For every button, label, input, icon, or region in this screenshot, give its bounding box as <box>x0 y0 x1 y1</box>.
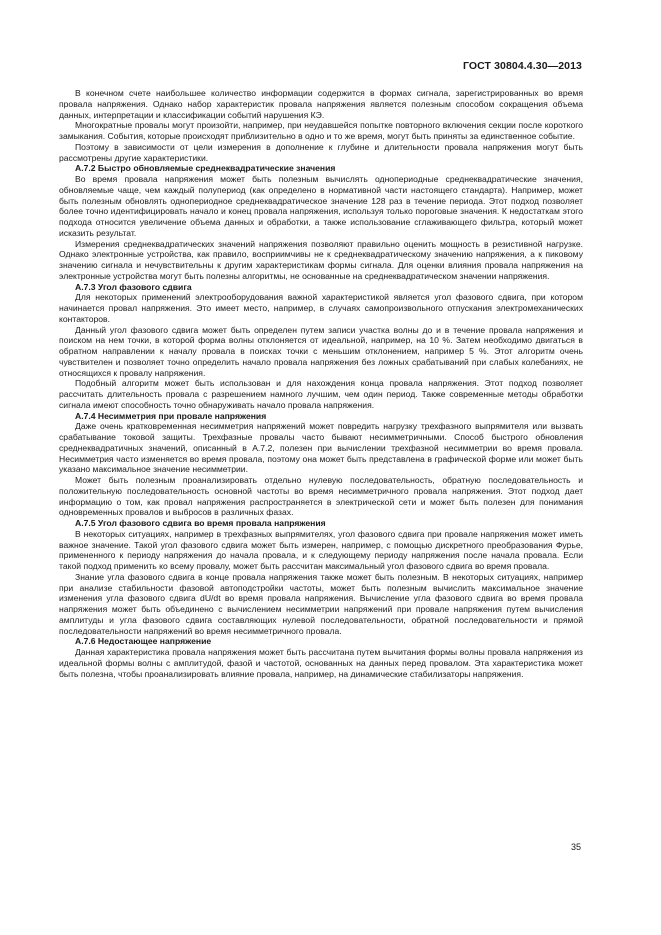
document-code: ГОСТ 30804.4.30—2013 <box>462 60 582 72</box>
paragraph: Данная характеристика провала напряжения может быть рассчитана путем вычитания формы волны провала напряжения из идеальной формы волны с амплитудой, фазой и частотой, основанных на данных перед провалом. Эта характеристика может быть полезна, чтобы проанализировать влияние провала, например, на динамические стабилизаторы напряжения. <box>59 647 583 679</box>
paragraph: В конечном счете наибольшее количество информации содержится в формах сигнала, зарегистрированных во время провала напряжения. Однако набор характеристик провала напряжения является полезным способом сокращения объема данных, интерпретации и классификации событий нарушения КЭ. <box>59 88 583 120</box>
paragraph: В некоторых ситуациях, например в трехфазных выпрямителях, угол фазового сдвига при провале напряжения может иметь важное значение. Такой угол фазового сдвига может быть измерен, например, с помощью дискретного преобразования Фурье, примененного к периоду напряжения до начала провала, и к следующему периоду напряжения после начала провала. Если такой подход применить ко всему провалу, может быть рассчитан максимальный угол фазового сдвига во время провала. <box>59 528 583 571</box>
paragraph: Во время провала напряжения может быть полезным вычислять однопериодные среднеквадратические значения, обновляемые чаще, чем каждый полупериод (как определено в нормативной части настоящего стандарта). Например, может быть полезным обновлять однопериодное среднеквадратическое значение 128 раз в течение периода. Этот подход позволяет более точно идентифицировать начало и конец провала напряжения, используя только пороговые значения. К недостаткам этого подхода относится увеличение объема данных и обработки, а также использование сглаживающего фильтра, который может исказить результат. <box>59 174 583 238</box>
paragraph: Многократные провалы могут произойти, например, при неудавшейся попытке повторного включения секции после короткого замыкания. События, которые происходят приблизительно в одно и то же время, могут быть приняты за единственное событие. <box>59 120 583 141</box>
paragraph: Измерения среднеквадратических значений напряжения позволяют правильно оценить мощность в резистивной нагрузке. Однако электронные устройства, как правило, восприимчивы не к среднеквадратическому значению напряжения, а к пиковому значению сигнала и нечувствительны к другим характеристикам формы сигнала. Для оценки влияния провала напряжения на электронные устройства могут быть полезны алгоритмы, не основанные на среднеквадратическом значении напряжения. <box>59 238 583 281</box>
document-body <box>59 88 583 679</box>
paragraph: Поэтому в зависимости от цели измерения в дополнение к глубине и длительности провала напряжения могут быть рассмотрены другие характеристики. <box>59 141 583 163</box>
paragraph: Подобный алгоритм может быть использован и для нахождения конца провала напряжения. Этот подход позволяет рассчитать длительность провала с разрешением намного лучшим, чем один период. Также современные методы обработки сигнала имеют способность точно обнаруживать начало провала напряжения. <box>59 378 583 410</box>
paragraph: Даже очень кратковременная несимметрия напряжений может повредить нагрузку трехфазного выпрямителя или вызвать срабатывание токовой защиты. Трехфазные провалы часто бывают несимметричными. Способ быстрого обновления среднеквадратичных значений, описанный в А.7.2, полезен при вычислении трехфазной несимметрии во время провала. Несимметрия часто изменяется во время провала, поэтому она может быть представлена в графической форме или может быть указано максимальное значение несимметрии. <box>59 421 583 475</box>
paragraph: Для некоторых применений электрооборудования важной характеристикой является угол фазового сдвига, при котором начинается провал напряжения. Это имеет место, например, в случаях самопроизвольного отпускания электромеханических контакторов. <box>59 292 583 324</box>
section-heading: А.7.3 Угол фазового сдвига <box>75 281 192 292</box>
section-heading: А.7.6 Недостающее напряжение <box>75 636 212 647</box>
paragraph: Может быть полезным проанализировать отдельно нулевую последовательность, обратную последовательность и положительную последовательность основной частоты во время несимметричного провала напряжения. Этот подход дает информацию о том, как провал напряжения распространяется в электрической сети и может быть полезен для понимания одновременных провалов и выбросов в различных фазах. <box>59 475 583 518</box>
paragraph: Знание угла фазового сдвига в конце провала напряжения также может быть полезным. В некоторых ситуациях, например при анализе стабильности фазовой автоподстройки частоты, может быть полезным вычислить максимальное значение изменения угла фазового сдвига dU/dt во время провала напряжения. Вычисление угла фазового сдвига во время провала напряжения может быть объединено с вычислением несимметрии напряжений при провале напряжения путем вычисления амплитуды и угла фазового сдвига составляющих нулевой последовательности, обратной последовательности и прямой последовательности напряжений во время несимметричного провала. <box>59 571 583 636</box>
section-heading: А.7.5 Угол фазового сдвига во время провала напряжения <box>75 518 326 528</box>
section-heading: А.7.4 Несимметрия при провале напряжения <box>75 410 267 421</box>
section-heading: А.7.2 Быстро обновляемые среднеквадратические значения <box>75 163 336 174</box>
paragraph: Данный угол фазового сдвига может быть определен путем записи участка волны до и в течение провала напряжения и поиском на нем точки, в которой форма волны отклоняется от идеальной, например, на 10 %. Затем необходимо двигаться в обратном направлении к началу провала в поисках точки с меньшим отклонением, например 5 %. Этот алгоритм очень чувствителен и позволяет точно определить начало провала напряжения без ложных срабатываний при слабых колебаниях, не относящихся к провалу напряжения. <box>59 324 583 378</box>
page-number: 35 <box>570 842 581 852</box>
